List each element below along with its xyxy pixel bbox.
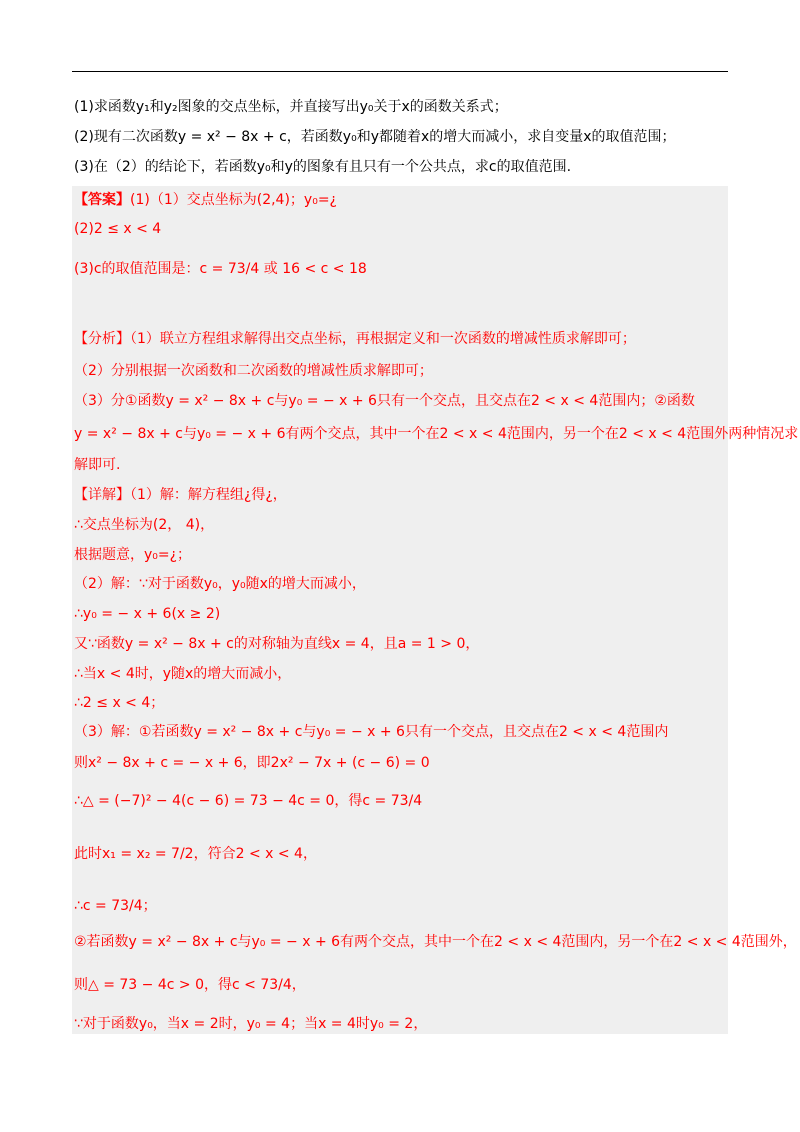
detail-line-5: ∴y₀ = − x + 6(x ≥ 2) [74, 606, 221, 622]
answer-label: 【答案】 [74, 192, 130, 208]
question-3: (3)在（2）的结论下，若函数y₀和y的图象有且只有一个公共点，求c的取值范围. [74, 159, 572, 175]
answer-line-1 [74, 189, 337, 211]
answer-text-1: (1)（1）交点坐标为(2,4)；y₀=¿ [130, 192, 337, 208]
question-2: (2)现有二次函数y = x² − 8x + c，若函数y₀和y都随着x的增大而减小，求自变量x的取值范围； [74, 129, 676, 145]
answer-line-2: (2)2 ≤ x < 4 [74, 221, 162, 237]
answer-line-3: (3)c的取值范围是：c = 73/4 或 16 < c < 18 [74, 261, 367, 277]
header-rule [72, 71, 728, 72]
analysis-line-3: （3）分①函数y = x² − 8x + c与y₀ = − x + 6只有一个交点，且交点在2 < x < 4范围内；②函数 [74, 393, 695, 409]
detail-line-2: ∴交点坐标为(2， 4)， [74, 517, 215, 533]
analysis-line-1: 【分析】（1）联立方程组求解得出交点坐标，再根据定义和一次函数的增减性质求解即可； [74, 331, 636, 347]
detail-line-16: ∵对于函数y₀，当x = 2时，y₀ = 4；当x = 4时y₀ = 2， [74, 1016, 428, 1032]
detail-line-9: （3）解：①若函数y = x² − 8x + c与y₀ = − x + 6只有一个交点，且交点在2 < x < 4范围内 [74, 724, 669, 740]
analysis-line-5: 解即可. [74, 457, 121, 473]
detail-line-7: ∴当x < 4时，y随x的增大而减小， [74, 666, 292, 682]
analysis-line-4: y = x² − 8x + c与y₀ = − x + 6有两个交点，其中一个在2 < x < 4范围内，另一个在2 < x < 4范围外两种情况求 [74, 426, 799, 442]
detail-line-3: 根据题意，y₀=¿； [74, 547, 192, 563]
detail-line-8: ∴2 ≤ x < 4； [74, 695, 165, 711]
detail-line-1: 【详解】（1）解：解方程组¿得¿， [74, 487, 287, 503]
analysis-line-2: （2）分别根据一次函数和二次函数的增减性质求解即可； [74, 363, 433, 379]
question-1: (1)求函数y₁和y₂图象的交点坐标，并直接写出y₀关于x的函数关系式； [74, 99, 508, 115]
detail-line-11: ∴△ = (−7)² − 4(c − 6) = 73 − 4c = 0，得c = 73/4 [74, 793, 423, 809]
detail-line-13: ∴c = 73/4； [74, 898, 157, 914]
detail-line-15: 则△ = 73 − 4c > 0，得c < 73/4， [74, 977, 306, 993]
detail-line-12: 此时x₁ = x₂ = 7/2，符合2 < x < 4， [74, 846, 317, 862]
detail-line-10: 则x² − 8x + c = − x + 6，即2x² − 7x + (c − 6) = 0 [74, 755, 430, 771]
detail-line-14: ②若函数y = x² − 8x + c与y₀ = − x + 6有两个交点，其中一个在2 < x < 4范围内，另一个在2 < x < 4范围外， [74, 934, 797, 950]
detail-line-6: 又∵函数y = x² − 8x + c的对称轴为直线x = 4，且a = 1 > 0， [74, 636, 480, 652]
detail-line-4: （2）解：∵对于函数y₀，y₀随x的增大而减小， [74, 576, 366, 592]
